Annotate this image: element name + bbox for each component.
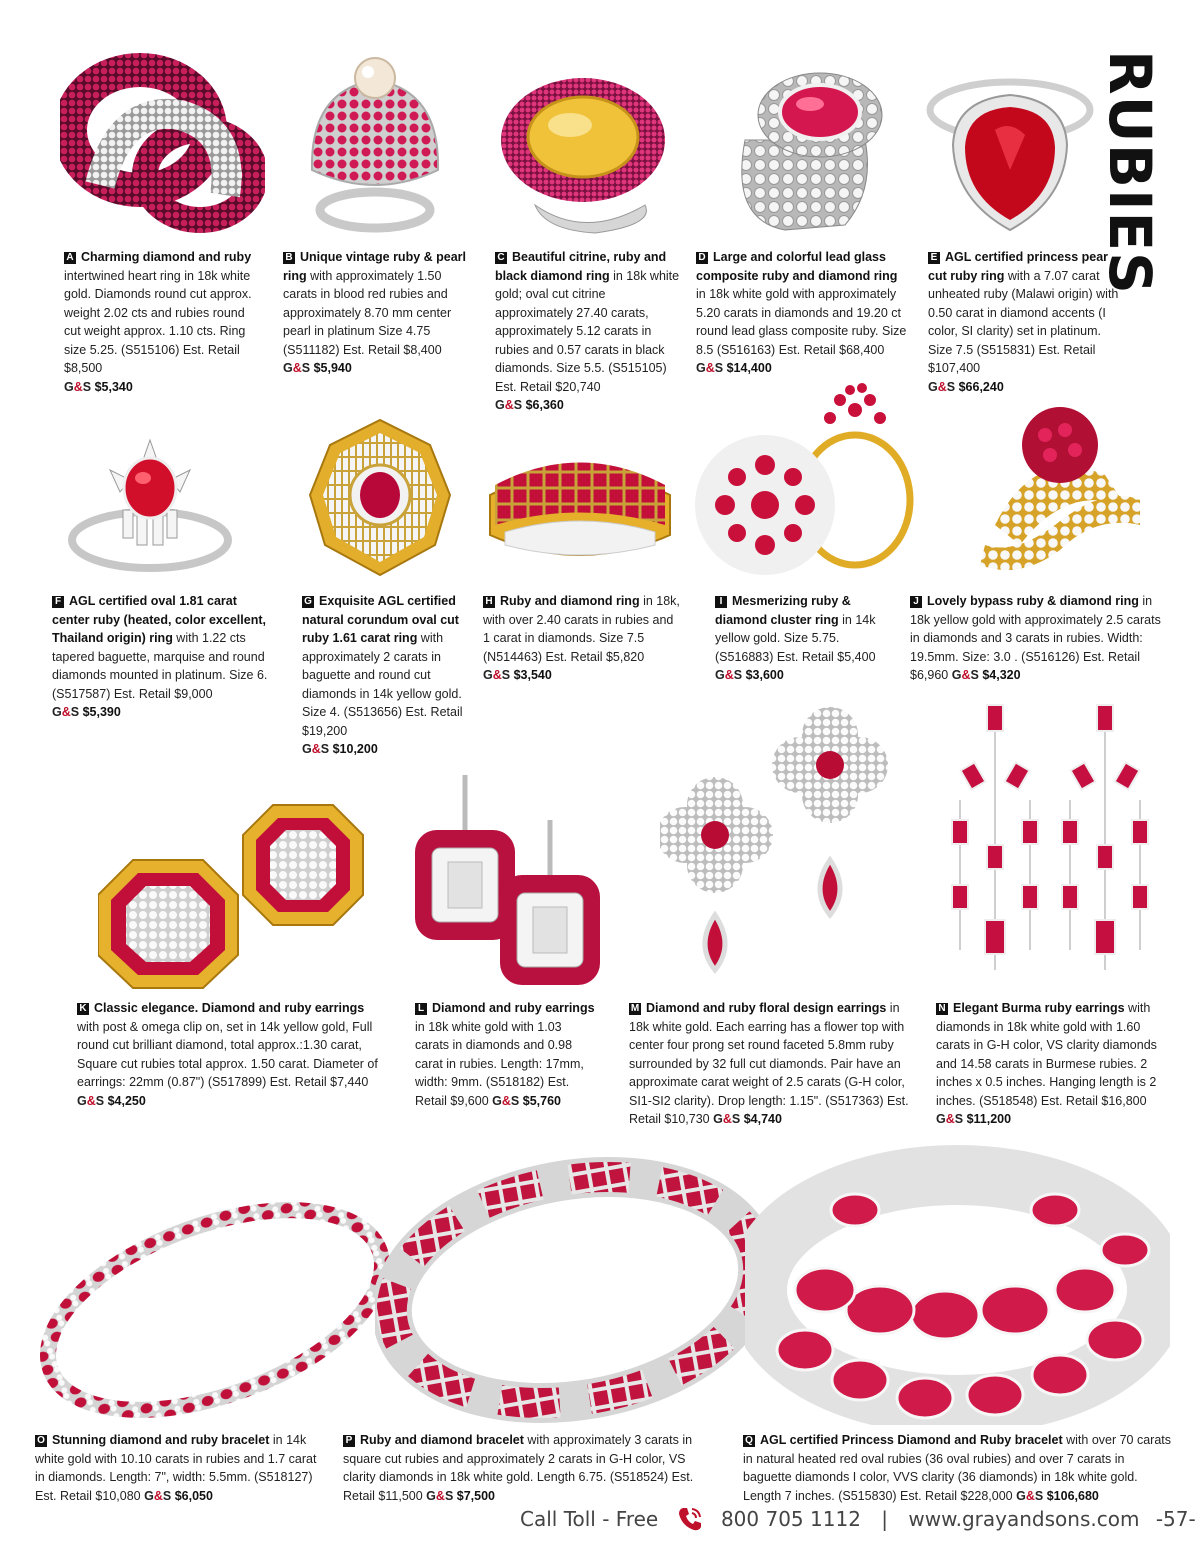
gs-logo: G&S (77, 1093, 105, 1108)
product-price: $4,320 (982, 668, 1021, 682)
item-letter: P (343, 1435, 355, 1447)
gs-logo: G&S (302, 742, 330, 756)
product-desc-o (35, 1431, 320, 1505)
product-image-n[interactable] (940, 700, 1160, 985)
item-letter: F (52, 596, 64, 608)
item-letter: N (936, 1003, 948, 1015)
item-letter: G (302, 596, 314, 608)
product-text: in 18k white gold; oval cut citrine approximately 27.40 carats, approximately 5.12 carats in rubies and 0.57 carats in black diamonds. Size 5.5. (S515105) Est. Retail $20,740 (495, 268, 680, 394)
product-desc-e (928, 248, 1123, 396)
product-image-e[interactable] (925, 50, 1095, 235)
product-text: intertwined heart ring in 18k white gold. Diamonds round cut approx. weight 2.02 cts and rubies round cut weight approx. 1.10 cts. Ring size 5.25. (S515106) Est. Retail $8,500 (64, 268, 252, 375)
item-letter: I (715, 596, 727, 608)
product-text: with approximately 1.50 carats in blood red rubies and approximately 8.70 mm center pearl in platinum Size 4.75 (S511182) Est. Retail $8,400 (283, 268, 452, 357)
product-title: Classic elegance. Diamond and ruby earrings (94, 1001, 365, 1015)
product-image-a[interactable] (60, 35, 265, 235)
item-letter: C (495, 252, 507, 264)
product-desc-l (415, 999, 595, 1110)
product-desc-m (629, 999, 919, 1129)
product-price: $66,240 (958, 379, 1004, 394)
item-letter: D (696, 252, 708, 264)
product-desc-i (715, 592, 890, 685)
item-letter: B (283, 252, 295, 264)
product-image-q[interactable] (745, 1140, 1170, 1425)
item-letter: L (415, 1003, 427, 1015)
product-text: in 14k white gold with 10.10 carats in rubies and 1.7 carat in diamonds. Length: 7", width: 5.5mm. (S518127) Est. Retail $10,080 (35, 1433, 317, 1503)
product-price: $3,540 (513, 668, 552, 682)
product-image-j[interactable] (975, 405, 1150, 575)
product-text: in 18k yellow gold with approximately 2.5 carats in diamonds and 3 carats in rubies. Width: 19.5mm. Size: 3.0 . (S516126) Est. Retail $6,960 (910, 594, 1161, 682)
product-text: with diamonds in 18k white gold with 1.60 carats in G-H color, VS clarity diamonds and 14.58 carats in Burmese rubies. 2 inches x 0.5 inches. Hanging length is 2 inches. (S518548) Est. Retail $16,800 (936, 1001, 1157, 1108)
gs-logo: G&S (951, 668, 979, 682)
phone-icon (675, 1504, 705, 1534)
gs-logo: G&S (492, 1093, 520, 1108)
product-price: $5,340 (94, 379, 133, 394)
item-letter: J (910, 596, 922, 608)
product-price: $7,500 (456, 1488, 495, 1503)
product-text: with over 70 carats in natural heated red oval rubies (36 oval rubies) and over 7 carats in baguette diamonds I color, VVS clarity (36 diamonds) in 18k white gold. Length 7 inches. (S515830) Est. Retail $228,000 (743, 1433, 1172, 1503)
product-title: Mesmerizing ruby & diamond cluster ring (715, 594, 851, 627)
gs-logo: G&S (713, 1112, 741, 1126)
product-text: with 1.22 cts tapered baguette, marquise and round diamonds mounted in platinum. Size 6. (S517587) Est. Retail $9,000 (52, 631, 268, 701)
product-desc-d (696, 248, 908, 378)
product-title: Large and colorful lead glass composite ruby and diamond ring (696, 250, 898, 283)
gs-logo: G&S (426, 1488, 454, 1503)
website-link[interactable]: www.grayandsons.com (908, 1507, 1140, 1531)
product-text: in 18k white gold with approximately 5.20 carats in diamonds and 19.20 ct round lead glass composite ruby. Size 8.5 (S516163) Est. Retail $68,400 (696, 287, 907, 357)
item-letter: O (35, 1435, 47, 1447)
gs-logo: G&S (283, 361, 311, 375)
product-desc-a (64, 248, 259, 396)
product-price: $11,200 (966, 1112, 1012, 1126)
gs-logo: G&S (495, 398, 523, 412)
product-title: Stunning diamond and ruby bracelet (52, 1433, 270, 1447)
product-desc-n (936, 999, 1171, 1129)
item-letter: M (630, 1003, 640, 1014)
product-desc-q (743, 1431, 1173, 1505)
product-image-i[interactable] (690, 370, 930, 580)
product-text: with approximately 2 carats in baguette and round cut diamonds in 14k yellow gold. Size 4. (S513656) Est. Retail $19,200 (302, 631, 463, 738)
product-price: $4,250 (107, 1093, 146, 1108)
footer (520, 1504, 1196, 1538)
product-desc-k (77, 999, 382, 1110)
product-image-d[interactable] (725, 60, 890, 235)
page-number: -57- (1155, 1507, 1196, 1531)
product-desc-b (283, 248, 473, 378)
gs-logo: G&S (928, 379, 956, 394)
product-image-c[interactable] (495, 65, 670, 235)
product-image-p[interactable] (375, 1140, 765, 1425)
product-title: Unique vintage ruby & pearl ring (283, 250, 467, 283)
product-price: $5,760 (522, 1093, 561, 1108)
product-text: in 18k white gold with 1.03 carats in diamonds and 0.98 carat in rubies. Length: 17mm, width: 9mm. (S518182) Est. Retail $9,600 (415, 1019, 584, 1108)
product-text: in 18k white gold. Each earring has a flower top with center four prong set round faceted 5.8mm ruby surrounded by 32 full cut diamonds. Pair have an approximate carat weight of 2.5 carats (G-H color, SI1-SI2 clarity). Drop length: 1.15". (S517363) Est. Retail $10,730 (629, 1001, 909, 1126)
gs-logo: G&S (52, 705, 80, 719)
product-price: $6,050 (174, 1488, 213, 1503)
product-image-k[interactable] (98, 800, 368, 990)
product-text: with post & omega clip on, set in 14k yellow gold, Full round cut brilliant diamond, total approx.:1.30 carat, Square cut rubies total approx. 1.50 carat. Diameter of earrings: 22mm (0.87") (S517899) Est. Retail $7,440 (77, 1019, 378, 1089)
product-title: AGL certified princess pear cut ruby ring (928, 250, 1109, 283)
section-title: RUBIES (1096, 50, 1164, 295)
item-letter: H (483, 596, 495, 608)
product-image-l[interactable] (410, 770, 605, 990)
product-title: Ruby and diamond ring (500, 594, 640, 608)
product-price: $5,390 (82, 705, 121, 719)
product-desc-c (495, 248, 685, 415)
product-title: AGL certified oval 1.81 carat center ruby (heated, color excellent, Thailand origin) ring (52, 594, 266, 645)
product-desc-f (52, 592, 277, 722)
footer-separator: | (881, 1507, 889, 1531)
product-text: with approximately 3 carats in square cut rubies and approximately 2 carats in G-H color, VS clarity diamonds in 18k white gold. Length 6.75. (S518524) Est. Retail $11,500 (343, 1433, 694, 1503)
product-text: in 14k yellow gold. Size 5.75. (S516883) Est. Retail $5,400 (715, 612, 876, 664)
item-letter: E (928, 252, 940, 264)
product-price: $5,940 (313, 361, 352, 375)
product-price: $106,680 (1046, 1488, 1099, 1503)
product-image-g[interactable] (300, 415, 460, 580)
product-text: with a 7.07 carat unheated ruby (Malawi origin) with 0.50 carat in diamond accents (I color, SI clarity) set in platinum. Size 7.5 (S515831) Est. Retail $107,400 (928, 268, 1119, 375)
product-title: Lovely bypass ruby & diamond ring (927, 594, 1139, 608)
product-title: Exquisite AGL certified natural corundum oval cut ruby 1.61 carat ring (302, 594, 459, 645)
product-image-f[interactable] (65, 430, 235, 575)
product-price: $6,360 (525, 398, 564, 412)
product-desc-p (343, 1431, 708, 1505)
product-image-h[interactable] (480, 440, 680, 575)
product-title: Ruby and diamond bracelet (360, 1433, 524, 1447)
gs-logo: G&S (715, 668, 743, 682)
gs-logo: G&S (936, 1112, 964, 1126)
gs-logo: G&S (1016, 1488, 1044, 1503)
product-desc-g (302, 592, 472, 759)
product-image-b[interactable] (300, 50, 450, 235)
product-text: in 18k, with over 2.40 carats in rubies and 1 carat in diamonds. Size 7.5 (N514463) Est. Retail $5,820 (483, 594, 680, 664)
product-title: Charming diamond and ruby (81, 250, 252, 264)
product-image-o[interactable] (30, 1190, 400, 1430)
item-letter: K (77, 1003, 89, 1015)
product-price: $4,740 (743, 1112, 782, 1126)
product-price: $10,200 (332, 742, 378, 756)
product-desc-j (910, 592, 1170, 685)
product-title: Elegant Burma ruby earrings (953, 1001, 1125, 1015)
product-title: Beautiful citrine, ruby and black diamond ring (495, 250, 667, 283)
product-title: Diamond and ruby floral design earrings (646, 1001, 887, 1015)
product-title: Diamond and ruby earrings (432, 1001, 595, 1015)
phone-number[interactable]: 800 705 1112 (720, 1507, 861, 1531)
product-price: $14,400 (726, 361, 772, 375)
gs-logo: G&S (483, 668, 511, 682)
product-desc-h (483, 592, 683, 685)
item-letter: A (64, 252, 76, 264)
gs-logo: G&S (144, 1488, 172, 1503)
product-price: $3,600 (745, 668, 784, 682)
call-toll-free-label: Call Toll - Free (520, 1507, 659, 1531)
product-title: AGL certified Princess Diamond and Ruby bracelet (760, 1433, 1063, 1447)
gs-logo: G&S (64, 379, 92, 394)
item-letter: Q (743, 1435, 755, 1447)
gs-logo: G&S (696, 361, 724, 375)
product-image-m[interactable] (660, 700, 895, 990)
